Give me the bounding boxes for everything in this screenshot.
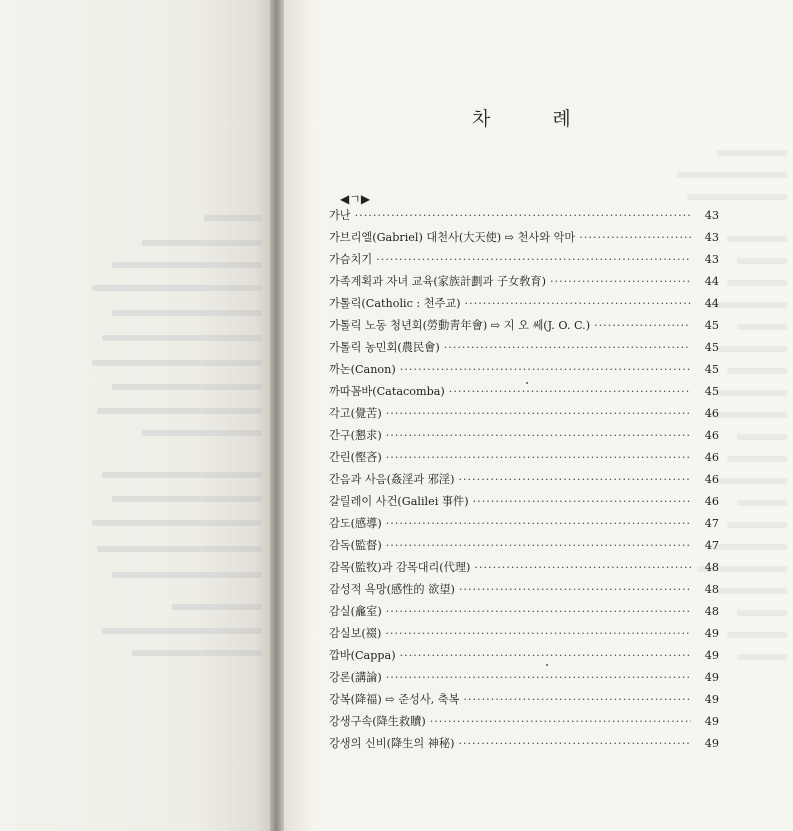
toc-entry-page: 49 <box>704 627 719 640</box>
toc-entry <box>329 273 719 295</box>
show-through-line <box>727 236 787 242</box>
toc-entry-page: 48 <box>704 583 719 596</box>
toc-entry-title: 강론(講論) <box>329 671 382 684</box>
toc-leader-dots <box>430 715 691 728</box>
show-through-line <box>727 632 787 638</box>
toc-leader-dots <box>400 363 691 376</box>
toc-entry-page: 46 <box>704 473 719 486</box>
toc-entry <box>329 669 719 691</box>
toc-entry <box>329 515 719 537</box>
show-through-line <box>717 390 787 396</box>
toc-entry-title: 간린(慳吝) <box>329 451 382 464</box>
toc-leader-dots <box>444 341 691 354</box>
show-through-line <box>92 360 262 366</box>
show-through-line <box>677 172 787 178</box>
show-through-line <box>112 310 262 316</box>
toc-entry-title: 감성적 욕망(感性的 欲望) <box>329 583 455 596</box>
toc-entry <box>329 691 719 713</box>
page-title <box>472 104 571 131</box>
toc-entry-title: 감실보(裰) <box>329 627 382 640</box>
show-through-line <box>172 604 262 610</box>
show-through-line <box>97 408 262 414</box>
toc-leader-dots <box>386 671 691 684</box>
show-through-line <box>737 654 787 660</box>
show-through-line <box>727 522 787 528</box>
show-through-line <box>717 150 787 156</box>
toc-leader-dots <box>474 561 691 574</box>
toc-entry-title: 가슴치기 <box>329 253 373 266</box>
toc-entry-title: 각고(覺苦) <box>329 407 382 420</box>
toc-leader-dots <box>458 737 691 750</box>
toc-entry <box>329 735 719 757</box>
toc-entry-page: 46 <box>704 407 719 420</box>
show-through-line <box>717 588 787 594</box>
toc-entry-page: 49 <box>704 649 719 662</box>
toc-entry-title: 감실(龕室) <box>329 605 382 618</box>
toc-entry-page: 48 <box>704 561 719 574</box>
toc-leader-dots <box>386 539 691 552</box>
toc-entry-title: 강복(降福) ⇨ 준성사, 축복 <box>329 693 460 706</box>
show-through-line <box>142 430 262 436</box>
right-page <box>284 0 793 831</box>
toc-entry <box>329 493 719 515</box>
toc-entry-page: 46 <box>704 495 719 508</box>
section-header: ◀ㄱ▶ <box>340 192 371 206</box>
show-through-line <box>142 240 262 246</box>
show-through-line <box>92 520 262 526</box>
toc-entry-title: 가톨릭 농민회(農民會) <box>329 341 440 354</box>
show-through-line <box>102 628 262 634</box>
show-through-line <box>112 384 262 390</box>
toc-entry-page: 45 <box>704 341 719 354</box>
toc-entry-title: 까논(Canon) <box>329 363 396 376</box>
toc-entry <box>329 537 719 559</box>
toc-entry-page: 46 <box>704 451 719 464</box>
show-through-line <box>102 472 262 478</box>
toc-entry-title: 간구(懇求) <box>329 429 382 442</box>
toc-entry-title: 감독(監督) <box>329 539 382 552</box>
toc-leader-dots <box>355 209 691 222</box>
toc-entry-title: 간음과 사음(姦淫과 邪淫) <box>329 473 455 486</box>
toc-entry-page: 47 <box>704 539 719 552</box>
toc-entry <box>329 427 719 449</box>
toc-entry-title: 가브리엘(Gabriel) 대천사(大天使) ⇨ 천사와 악마 <box>329 231 576 244</box>
show-through-line <box>112 262 262 268</box>
toc-leader-dots <box>386 451 691 464</box>
toc-entry <box>329 251 719 273</box>
toc-entry-title: 까따꼼바(Catacomba) <box>329 385 445 398</box>
show-through-line <box>687 194 787 200</box>
toc-entry-page: 43 <box>704 253 719 266</box>
toc-entry <box>329 383 719 405</box>
toc-entry <box>329 647 719 669</box>
toc-entry-page: 44 <box>704 275 719 288</box>
toc-entry-title: 가난 <box>329 209 351 222</box>
toc-entry <box>329 207 719 229</box>
toc-entry <box>329 339 719 361</box>
toc-entry-page: 47 <box>704 517 719 530</box>
toc-leader-dots <box>386 517 691 530</box>
toc-leader-dots <box>550 275 691 288</box>
toc-entry <box>329 229 719 251</box>
toc-entry-page: 45 <box>704 363 719 376</box>
toc-entry <box>329 559 719 581</box>
toc-leader-dots <box>400 649 691 662</box>
toc-entry <box>329 405 719 427</box>
toc-entry-title: 강생구속(降生救贖) <box>329 715 426 728</box>
toc-entry <box>329 471 719 493</box>
toc-entry-title: 감도(感導) <box>329 517 382 530</box>
toc-leader-dots <box>458 473 691 486</box>
toc-entry-title: 갈릴레이 사건(Galilei 事件) <box>329 495 469 508</box>
show-through-line <box>707 412 787 418</box>
toc-entry <box>329 295 719 317</box>
toc-entry-title: 가톨릭 노동 청년회(勞動靑年會) ⇨ 지 오 쎄(J. O. C.) <box>329 319 591 332</box>
show-through-line <box>112 496 262 502</box>
show-through-line <box>112 572 262 578</box>
show-through-line <box>727 280 787 286</box>
paper-speck <box>526 382 528 384</box>
toc-entry-title: 감목(監牧)과 감목대리(代理) <box>329 561 471 574</box>
show-through-line <box>727 368 787 374</box>
toc-leader-dots <box>449 385 691 398</box>
toc-leader-dots <box>459 583 691 596</box>
toc-leader-dots <box>376 253 691 266</box>
show-through-line <box>727 456 787 462</box>
toc-entry-title: 깝바(Cappa) <box>329 649 396 662</box>
toc-entry-page: 43 <box>704 231 719 244</box>
show-through-line <box>737 434 787 440</box>
left-page <box>0 0 278 831</box>
show-through-line <box>707 544 787 550</box>
show-through-line <box>102 335 262 341</box>
show-through-line <box>204 215 262 221</box>
page-title-char-1: 차 <box>472 108 491 130</box>
toc-entry-page: 49 <box>704 671 719 684</box>
toc-entry-page: 43 <box>704 209 719 222</box>
show-through-line <box>97 546 262 552</box>
show-through-line <box>737 500 787 506</box>
toc-entry-page: 49 <box>704 693 719 706</box>
toc-entry <box>329 625 719 647</box>
toc-entry-title: 가족계획과 자녀 교육(家族計劃과 子女敎育) <box>329 275 546 288</box>
toc-entry-page: 46 <box>704 429 719 442</box>
show-through-line <box>92 285 262 291</box>
toc-entry-title: 강생의 신비(降生의 神秘) <box>329 737 455 750</box>
toc-leader-dots <box>579 231 691 244</box>
toc-leader-dots <box>473 495 691 508</box>
page-title-char-2: 례 <box>552 108 571 130</box>
toc-entry-page: 49 <box>704 715 719 728</box>
show-through-line <box>707 302 787 308</box>
toc-entry <box>329 603 719 625</box>
toc-entry-page: 45 <box>704 385 719 398</box>
show-through-line <box>132 650 262 656</box>
toc-leader-dots <box>386 407 691 420</box>
show-through-line <box>717 478 787 484</box>
toc-entry <box>329 361 719 383</box>
toc-leader-dots <box>386 429 691 442</box>
table-of-contents <box>329 207 719 757</box>
show-through-heading <box>130 148 278 173</box>
toc-leader-dots <box>385 627 691 640</box>
show-through-line <box>717 346 787 352</box>
toc-entry-title: 가톨릭(Catholic : 천주교) <box>329 297 461 310</box>
show-through-line <box>737 324 787 330</box>
show-through-line <box>737 258 787 264</box>
book-gutter <box>270 0 284 831</box>
paper-speck <box>546 664 548 666</box>
toc-leader-dots <box>463 693 691 706</box>
toc-entry-page: 48 <box>704 605 719 618</box>
toc-entry-page: 49 <box>704 737 719 750</box>
show-through-line <box>737 610 787 616</box>
toc-leader-dots <box>465 297 691 310</box>
toc-entry-page: 45 <box>704 319 719 332</box>
toc-leader-dots <box>386 605 691 618</box>
toc-entry <box>329 713 719 735</box>
toc-leader-dots <box>594 319 691 332</box>
toc-entry-page: 44 <box>704 297 719 310</box>
toc-entry <box>329 317 719 339</box>
toc-entry <box>329 581 719 603</box>
toc-entry <box>329 449 719 471</box>
